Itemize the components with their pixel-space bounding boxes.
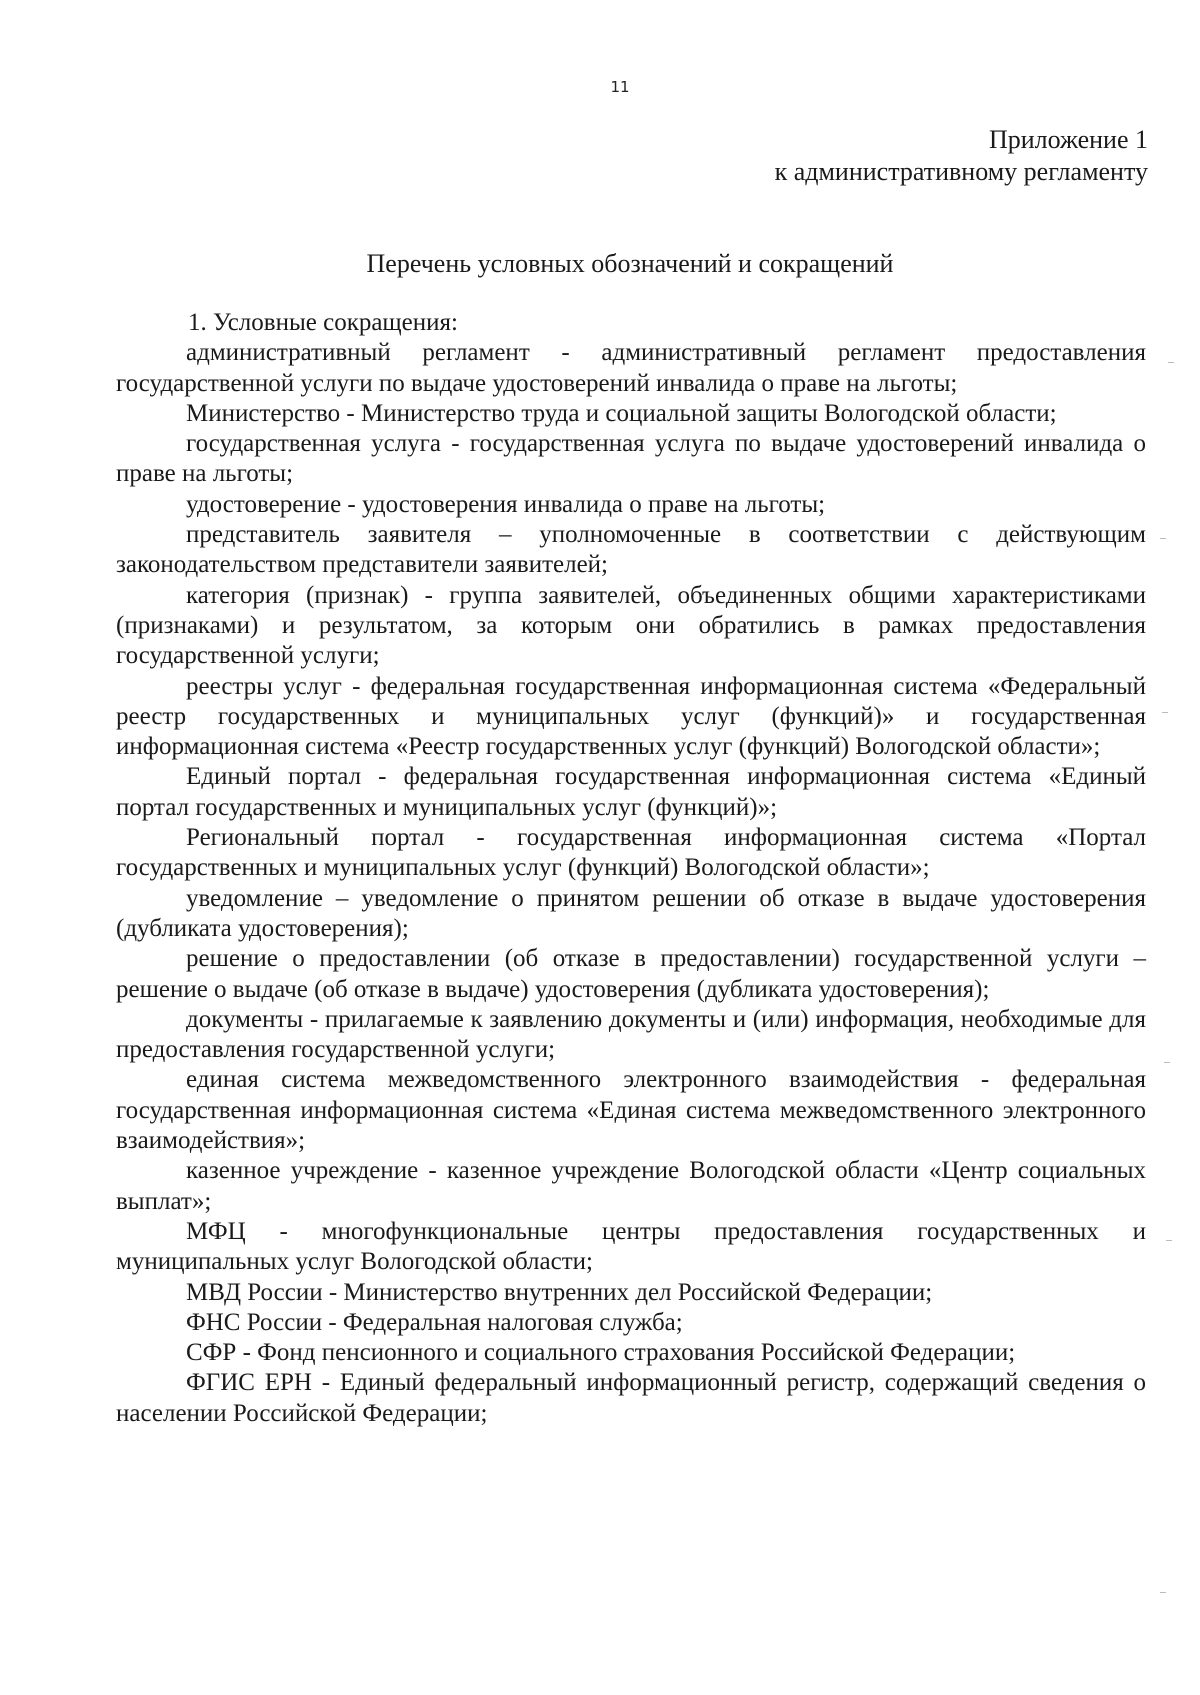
list-item: Региональный портал - государственная информационная система «Портал государственных и муниципальных услуг (функций) Вологодской области»; (116, 824, 1146, 882)
scan-artifact (1162, 712, 1168, 713)
appendix-line-2: к административному регламенту (774, 157, 1148, 186)
list-item: казенное учреждение - казенное учреждение Вологодской области «Центр социальных выплат»; (116, 1157, 1146, 1215)
list-item: Единый портал - федеральная государственная информационная система «Единый портал государственных и муниципальных услуг (функций)»; (116, 763, 1146, 821)
list-item: СФР - Фонд пенсионного и социального страхования Российской Федерации; (186, 1339, 1016, 1367)
list-item: удостоверение - удостоверения инвалида о праве на льготы; (186, 490, 826, 518)
list-item: ФГИС ЕРН - Единый федеральный информационный регистр, содержащий сведения о населении Российской Федерации; (116, 1369, 1146, 1427)
list-item: документы - прилагаемые к заявлению документы и (или) информация, необходимые для предоставления государственной услуги; (116, 1005, 1146, 1064)
list-item: МФЦ - многофункциональные центры предоставления государственных и муниципальных услуг Вологодской области; (116, 1217, 1146, 1276)
list-item: единая система межведомственного электронного взаимодействия - федеральная государственная информационная система «Единая система межведомственного электронного взаимодействия»; (116, 1066, 1146, 1155)
list-item: Министерство - Министерство труда и социальной защиты Вологодской области; (186, 399, 1057, 427)
list-item: категория (признак) - группа заявителей, объединенных общими характеристиками (признаками) и результатом, за которым они обратились в рамках предоставления государственной услуги; (116, 581, 1146, 670)
appendix-reference (775, 124, 1148, 188)
section-heading: 1. Условные сокращения: (188, 309, 458, 336)
list-item: административный регламент - административный регламент предоставления государственной услуги по выдаче удостоверений инвалида о праве на льготы; (116, 339, 1146, 397)
list-item: МВД России - Министерство внутренних дел Российской Федерации; (186, 1278, 933, 1306)
scan-artifact (1164, 1062, 1170, 1063)
abbreviations-list (116, 308, 1146, 1429)
scan-artifact (1168, 362, 1174, 363)
scan-artifact (1160, 538, 1166, 539)
page-number: 11 (610, 78, 630, 96)
document-title: Перечень условных обозначений и сокращений (366, 249, 894, 278)
list-item: ФНС России - Федеральная налоговая служба; (186, 1308, 683, 1336)
list-item: решение о предоставлении (об отказе в предоставлении) государственной услуги – решение о выдаче (об отказе в выдаче) удостоверения (дубликата удостоверения); (116, 945, 1146, 1003)
appendix-line-1: Приложение 1 (988, 125, 1148, 154)
scan-artifact (1166, 1240, 1172, 1241)
list-item: реестры услуг - федеральная государственная информационная система «Федеральный реестр государственных и муниципальных услуг (функций)» и государственная информационная система «Реестр государственных услуг (функций) Вологодской области»; (116, 672, 1146, 761)
list-item: представитель заявителя – уполномоченные в соответствии с действующим законодательством представители заявителей; (116, 521, 1146, 579)
list-item: государственная услуга - государственная услуга по выдаче удостоверений инвалида о праве на льготы; (116, 430, 1146, 488)
scan-artifact (1160, 1592, 1166, 1593)
list-item: уведомление – уведомление о принятом решении об отказе в выдаче удостоверения (дубликата удостоверения); (116, 884, 1146, 942)
